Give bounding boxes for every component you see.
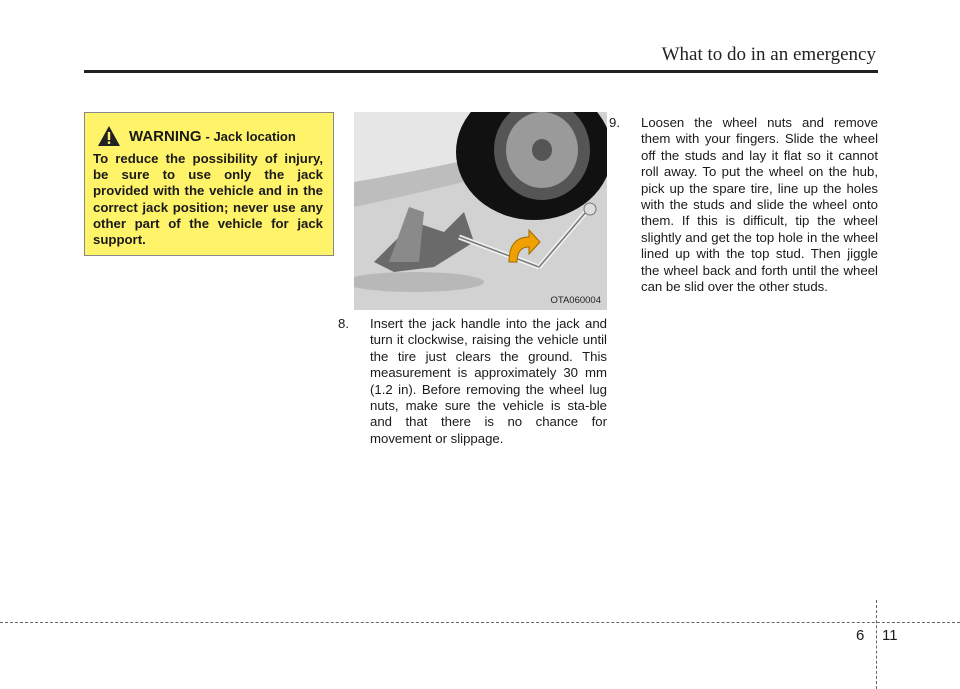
- jack-wheel-illustration: [354, 112, 607, 310]
- step-8-body: [338, 316, 607, 447]
- warning-heading: [97, 123, 323, 149]
- step-8-number: 8.: [338, 316, 349, 331]
- section-number: 6: [856, 627, 865, 644]
- illustration-caption: OTA060004: [550, 295, 601, 306]
- step-9-number: 9.: [609, 115, 620, 130]
- page-header-title: What to do in an emergency: [661, 44, 876, 65]
- warning-subtitle: - Jack location: [205, 128, 296, 144]
- warning-box: [84, 112, 334, 256]
- step-8-text: Insert the jack handle into the jack and turn it clockwise, raising the vehicle until the tire just clears the ground. This measurement is approximately 30 mm (1.2 in). Before removing the wheel lug nuts, make sure the vehicle is sta-ble and that there is no chance for movement or slippage.: [370, 316, 607, 446]
- header-rule: [84, 70, 878, 73]
- step-9: [609, 115, 878, 295]
- step-9-body: [609, 115, 878, 295]
- footer-divider: [876, 600, 877, 689]
- warning-label: WARNING: [129, 127, 202, 145]
- warning-triangle-icon: [97, 125, 121, 147]
- step-9-text: Loosen the wheel nuts and remove them with your fingers. Slide the wheel off the studs and lay it flat so it cannot roll away. To put the wheel on the hub, pick up the spare tire, line up the holes with the studs and slide the wheel onto them. If this is difficult, tip the wheel slightly and get the top hole in the wheel lined up with the top stud. Then jiggle the wheel back and forth until the wheel can be slid over the other studs.: [641, 115, 878, 295]
- page-number: 11: [882, 627, 898, 644]
- step-8: [338, 316, 607, 447]
- warning-text: To reduce the possibility of injury, be sure to use only the jack provided with the vehicle and in the correct jack position; never use any other part of the vehicle for jack support.: [93, 151, 323, 248]
- illustration-drawing: [354, 112, 607, 310]
- footer-rule: [0, 622, 960, 623]
